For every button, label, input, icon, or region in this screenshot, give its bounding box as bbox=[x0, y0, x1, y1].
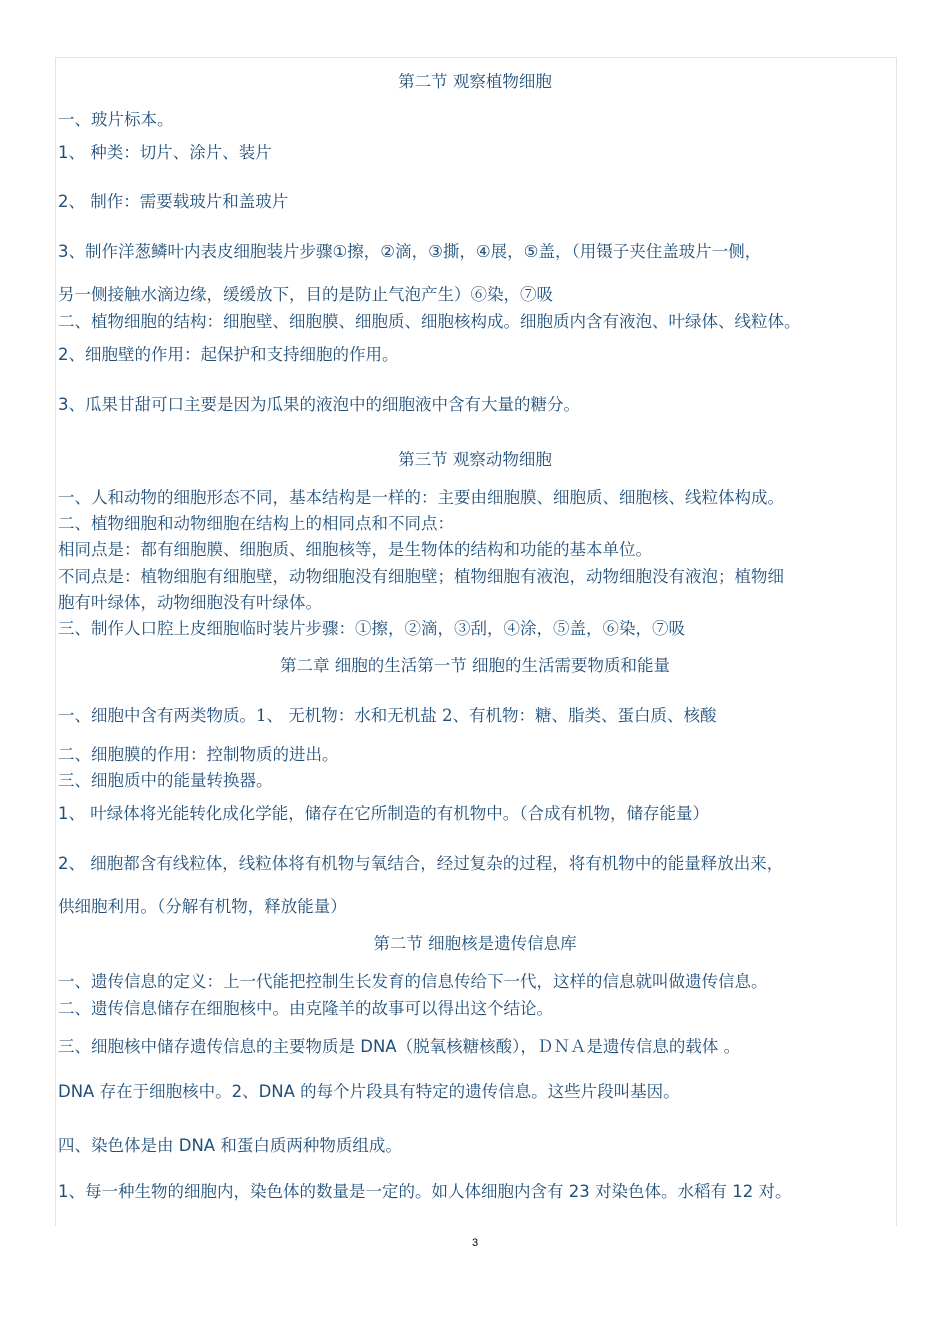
text-line: 1、每一种生物的细胞内，染色体的数量是一定的。如人体细胞内含有 23 对染色体。水稻有 12 对。 bbox=[58, 1182, 792, 1201]
section-heading: 第三节 观察动物细胞 bbox=[398, 450, 552, 469]
text-line: 三、细胞质中的能量转换器。 bbox=[58, 771, 273, 790]
text-line: 二、植物细胞和动物细胞在结构上的相同点和不同点： bbox=[58, 514, 454, 533]
text-line: 一、细胞中含有两类物质。1、 无机物：水和无机盐 2、有机物：糖、脂类、蛋白质、核酸 bbox=[58, 706, 717, 725]
text-line: 一、玻片标本。 bbox=[58, 110, 174, 129]
text-line: 2、 制作：需要载玻片和盖玻片 bbox=[58, 192, 289, 211]
text-line: 2、细胞壁的作用：起保护和支持细胞的作用。 bbox=[58, 345, 399, 364]
text-line: 3、瓜果甘甜可口主要是因为瓜果的液泡中的细胞液中含有大量的糖分。 bbox=[58, 395, 580, 414]
text-line: 一、人和动物的细胞形态不同，基本结构是一样的：主要由细胞膜、细胞质、细胞核、线粒体构成。 bbox=[58, 488, 784, 507]
text-line: 二、植物细胞的结构：细胞壁、细胞膜、细胞质、细胞核构成。细胞质内含有液泡、叶绿体、线粒体。 bbox=[58, 312, 801, 331]
text-line: 四、染色体是由 DNA 和蛋白质两种物质组成。 bbox=[58, 1136, 402, 1155]
text-line: 胞有叶绿体，动物细胞没有叶绿体。 bbox=[58, 593, 322, 612]
text-line: 相同点是：都有细胞膜、细胞质、细胞核等，是生物体的结构和功能的基本单位。 bbox=[58, 540, 652, 559]
text-line: 一、遗传信息的定义：上一代能把控制生长发育的信息传给下一代，这样的信息就叫做遗传信息。 bbox=[58, 972, 768, 991]
text-line: 三、制作人口腔上皮细胞临时装片步骤：①擦，②滴，③刮，④涂，⑤盖，⑥染，⑦吸 bbox=[58, 619, 685, 638]
section-heading: 第二节 观察植物细胞 bbox=[398, 72, 552, 91]
text-line: 二、遗传信息储存在细胞核中。由克隆羊的故事可以得出这个结论。 bbox=[58, 999, 553, 1018]
text-line: 3、制作洋葱鳞叶内表皮细胞装片步骤①擦，②滴，③撕，④展，⑤盖，（用镊子夹住盖玻片一侧， bbox=[58, 242, 762, 261]
text-line: 1、 叶绿体将光能转化成化学能，储存在它所制造的有机物中。（合成有机物，储存能量） bbox=[58, 804, 709, 823]
text-line: 供细胞利用。（分解有机物，释放能量） bbox=[58, 897, 347, 916]
text-line: 1、 种类：切片、涂片、装片 bbox=[58, 143, 272, 162]
text-line: 三、细胞核中储存遗传信息的主要物质是 DNA（脱氧核糖核酸），ＤＮＡ是遗传信息的载体 。 bbox=[58, 1037, 741, 1056]
section-heading: 第二节 细胞核是遗传信息库 bbox=[373, 934, 577, 953]
text-line: 2、 细胞都含有线粒体，线粒体将有机物与氧结合，经过复杂的过程，将有机物中的能量释放出来， bbox=[58, 854, 784, 873]
page-number: 3 bbox=[471, 1237, 479, 1249]
chapter-heading: 第二章 细胞的生活第一节 细胞的生活需要物质和能量 bbox=[280, 656, 670, 675]
text-line: 另一侧接触水滴边缘，缓缓放下，目的是防止气泡产生）⑥染，⑦吸 bbox=[58, 285, 553, 304]
text-line: 二、细胞膜的作用：控制物质的进出。 bbox=[58, 745, 339, 764]
text-line: DNA 存在于细胞核中。2、DNA 的每个片段具有特定的遗传信息。这些片段叫基因。 bbox=[58, 1082, 680, 1101]
text-line: 不同点是：植物细胞有细胞壁，动物细胞没有细胞壁；植物细胞有液泡，动物细胞没有液泡；植物细 bbox=[58, 567, 784, 586]
